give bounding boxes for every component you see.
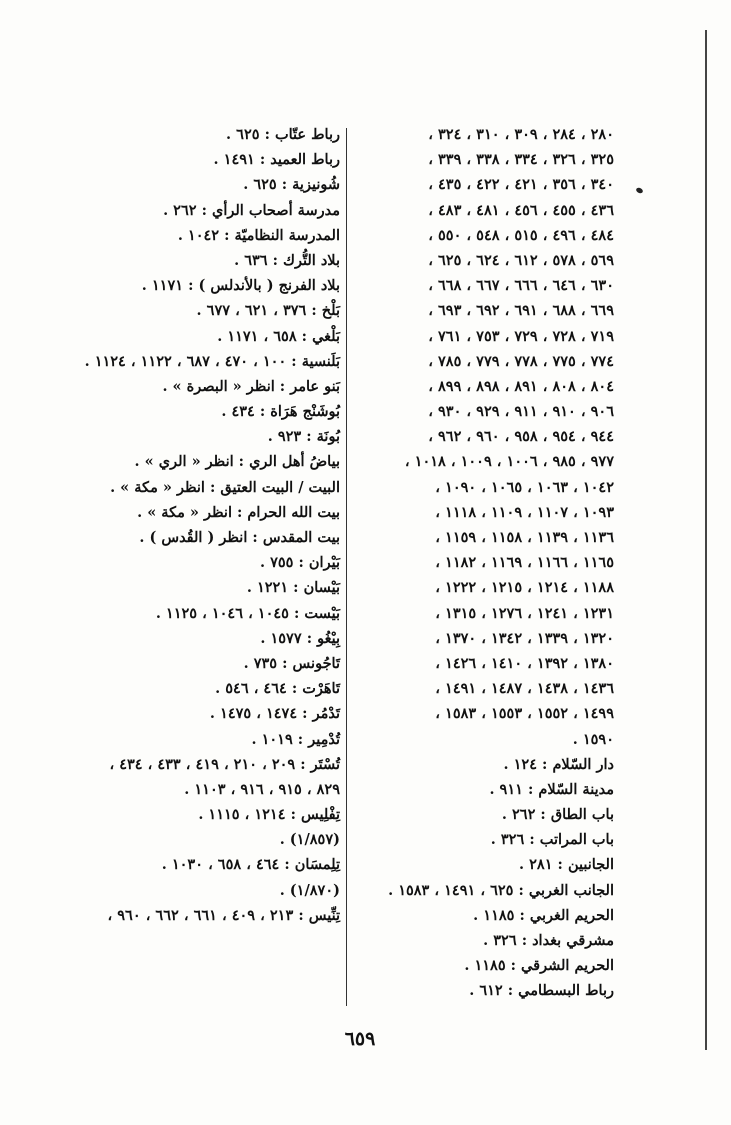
index-column-right [352,122,614,1004]
index-entry: تُسْتَر : ٢٠٩ ، ٢١٠ ، ٤١٩ ، ٤٣٣ ، ٤٣٤ ، [109,755,340,773]
index-entry: (١/٨٧٠) . [279,881,340,899]
index-entry: ٩٧٧ ، ٩٨٥ ، ١٠٠٦ ، ١٠٠٩ ، ١٠١٨ ، [404,453,614,471]
index-entry: بلاد الفرنج ( بالأندلس ) : ١١٧١ . [141,277,340,295]
index-entry: ٩٤٤ ، ٩٥٤ ، ٩٥٨ ، ٩٦٠ ، ٩٦٢ ، [428,428,614,446]
index-entry: ٧٧٤ ، ٧٧٥ ، ٧٧٨ ، ٧٧٩ ، ٧٨٥ ، [428,352,614,370]
index-entry: مشرقي بغداد : ٣٢٦ . [483,932,614,949]
index-entry: رباط البسطامي : ٦١٢ . [469,982,614,1000]
index-entry: تَاجُونس : ٧٣٥ . [243,654,340,672]
index-entry: ١١٣٦ ، ١١٣٩ ، ١١٥٨ ، ١١٥٩ ، [435,529,614,546]
index-entry: باب المراتب : ٣٢٦ . [490,831,614,849]
index-entry: ٧١٩ ، ٧٢٨ ، ٧٢٩ ، ٧٥٣ ، ٧٦١ ، [428,327,614,345]
index-entry: بَنو عامر : انظر « البصرة » . [162,377,340,395]
index-entry: بَيْسان : ١٢٢١ . [246,579,340,597]
index-entry: ٥٦٩ ، ٥٧٨ ، ٦١٢ ، ٦٢٤ ، ٦٢٥ ، [428,251,614,269]
index-entry: رباط عتّاب : ٦٢٥ . [226,126,340,143]
index-entry: بُونَة : ٩٢٣ . [267,428,340,446]
page-edge-line [705,30,707,1050]
index-entry: ٢٨٠ ، ٢٨٤ ، ٣٠٩ ، ٣١٠ ، ٣٢٤ ، [428,126,614,143]
index-entry: ٣٢٥ ، ٣٢٦ ، ٣٣٤ ، ٣٣٨ ، ٣٣٩ ، [428,151,614,169]
index-entry: بياضُ أهل الري : انظر « الري » . [134,453,340,471]
index-column-left [14,122,340,928]
index-entry: الجانب الغربي : ٦٢٥ ، ١٤٩١ ، ١٥٨٣ . [388,881,614,899]
index-entry: الحريم الغربي : ١١٨٥ . [473,906,614,924]
index-entry: ١٠٤٢ ، ١٠٦٣ ، ١٠٦٥ ، ١٠٩٠ ، [435,478,614,496]
index-entry: المدرسة النظاميّة : ١٠٤٢ . [177,226,340,244]
index-entry: بَلْخ : ٣٧٦ ، ٦٢١ ، ٦٧٧ . [196,302,340,320]
index-entry: بيت الله الحرام : انظر « مكة » . [137,503,340,521]
index-entry: ٤٣٦ ، ٤٥٥ ، ٤٥٦ ، ٤٨١ ، ٤٨٣ ، [428,201,614,219]
index-entry: مدينة السّلام : ٩١١ . [489,780,614,798]
index-entry: ١١٦٥ ، ١١٦٦ ، ١١٦٩ ، ١١٨٢ ، [435,554,614,572]
index-entry: تَاهَرْت : ٤٦٤ ، ٥٤٦ . [215,680,340,698]
index-entry: ١٤٣٦ ، ١٤٣٨ ، ١٤٨٧ ، ١٤٩١ ، [435,680,614,698]
index-entry: شُونيزية : ٦٢٥ . [243,176,340,194]
index-entry: البيت / البيت العتيق : انظر « مكة » . [110,478,340,496]
index-entry: بَلْغي : ٦٥٨ ، ١١٧١ . [217,327,340,345]
index-entry: الجانبين : ٢٨١ . [519,856,614,874]
ink-mark [635,187,643,194]
index-entry: تِفْلِيس : ١٢١٤ ، ١١١٥ . [198,806,340,824]
index-entry: ٩٠٦ ، ٩١٠ ، ٩١١ ، ٩٢٩ ، ٩٣٠ ، [428,403,614,421]
index-entry: (١/٨٥٧) . [279,831,340,849]
index-entry: ١٣٢٠ ، ١٣٣٩ ، ١٣٤٢ ، ١٣٧٠ ، [435,629,614,647]
index-entry: بَيْست : ١٠٤٥ ، ١٠٤٦ ، ١١٢٥ . [155,604,340,622]
index-entry: بيت المقدس : انظر ( القُدس ) . [139,529,340,546]
index-entry: تُدْمِير : ١٠١٩ . [251,730,340,748]
index-entry: ١٣٨٠ ، ١٣٩٢ ، ١٤١٠ ، ١٤٢٦ ، [435,654,614,672]
index-entry: ٨٢٩ ، ٩١٥ ، ٩١٦ ، ١١٠٣ . [184,780,340,798]
index-entry: تِنِّيس : ٢١٣ ، ٤٠٩ ، ٦٦١ ، ٦٦٢ ، ٩٦٠ ، [107,906,340,924]
index-entry: ٤٨٤ ، ٤٩٦ ، ٥١٥ ، ٥٤٨ ، ٥٥٠ ، [428,226,614,244]
index-entry: بَيْران : ٧٥٥ . [259,554,340,572]
index-entry: ٣٤٠ ، ٣٥٦ ، ٤٢١ ، ٤٢٢ ، ٤٣٥ ، [428,176,614,194]
index-entry: دار السّلام : ١٢٤ . [503,755,614,773]
index-entry: ١٠٩٣ ، ١١٠٧ ، ١١٠٩ ، ١١١٨ ، [435,503,614,521]
index-entry: بِيْغُو : ١٥٧٧ . [260,629,340,647]
index-entry: ٦٦٩ ، ٦٨٨ ، ٦٩١ ، ٦٩٢ ، ٦٩٣ ، [428,302,614,320]
index-entry: بَلَنسية : ١٠٠ ، ٤٧٠ ، ٦٨٧ ، ١١٢٢ ، ١١٢٤ . [84,352,340,370]
index-entry: بلاد التُّرك : ٦٣٦ . [234,251,340,269]
index-entry: ٨٠٤ ، ٨٠٨ ، ٨٩١ ، ٨٩٨ ، ٨٩٩ ، [428,377,614,395]
index-entry: ١٤٩٩ ، ١٥٥٢ ، ١٥٥٣ ، ١٥٨٣ ، [435,705,614,723]
index-entry: تَدْمُر : ١٤٧٤ ، ١٤٧٥ . [209,705,340,723]
index-entry: ١٥٩٠ . [572,730,614,748]
index-entry: باب الطاق : ٢٦٢ . [501,806,614,824]
index-entry: تِلِمسَان : ٤٦٤ ، ٦٥٨ ، ١٠٣٠ . [161,856,340,874]
index-entry: بُوشَنْج هَرَاة : ٤٣٤ . [221,403,340,421]
index-entry: ١١٨٨ ، ١٢١٤ ، ١٢١٥ ، ١٢٢٢ ، [435,579,614,597]
index-entry: رباط العميد : ١٤٩١ . [213,151,340,169]
index-entry: ١٢٣١ ، ١٢٤١ ، ١٢٧٦ ، ١٣١٥ ، [435,604,614,622]
index-entry: ٦٣٠ ، ٦٤٦ ، ٦٦٦ ، ٦٦٧ ، ٦٦٨ ، [428,277,614,295]
column-divider [346,128,347,1006]
index-entry: الحريم الشرقي : ١١٨٥ . [464,957,614,975]
index-entry: مدرسة أصحاب الرأي : ٢٦٢ . [163,201,340,219]
page-number: ٦٥٩ [344,1028,376,1050]
